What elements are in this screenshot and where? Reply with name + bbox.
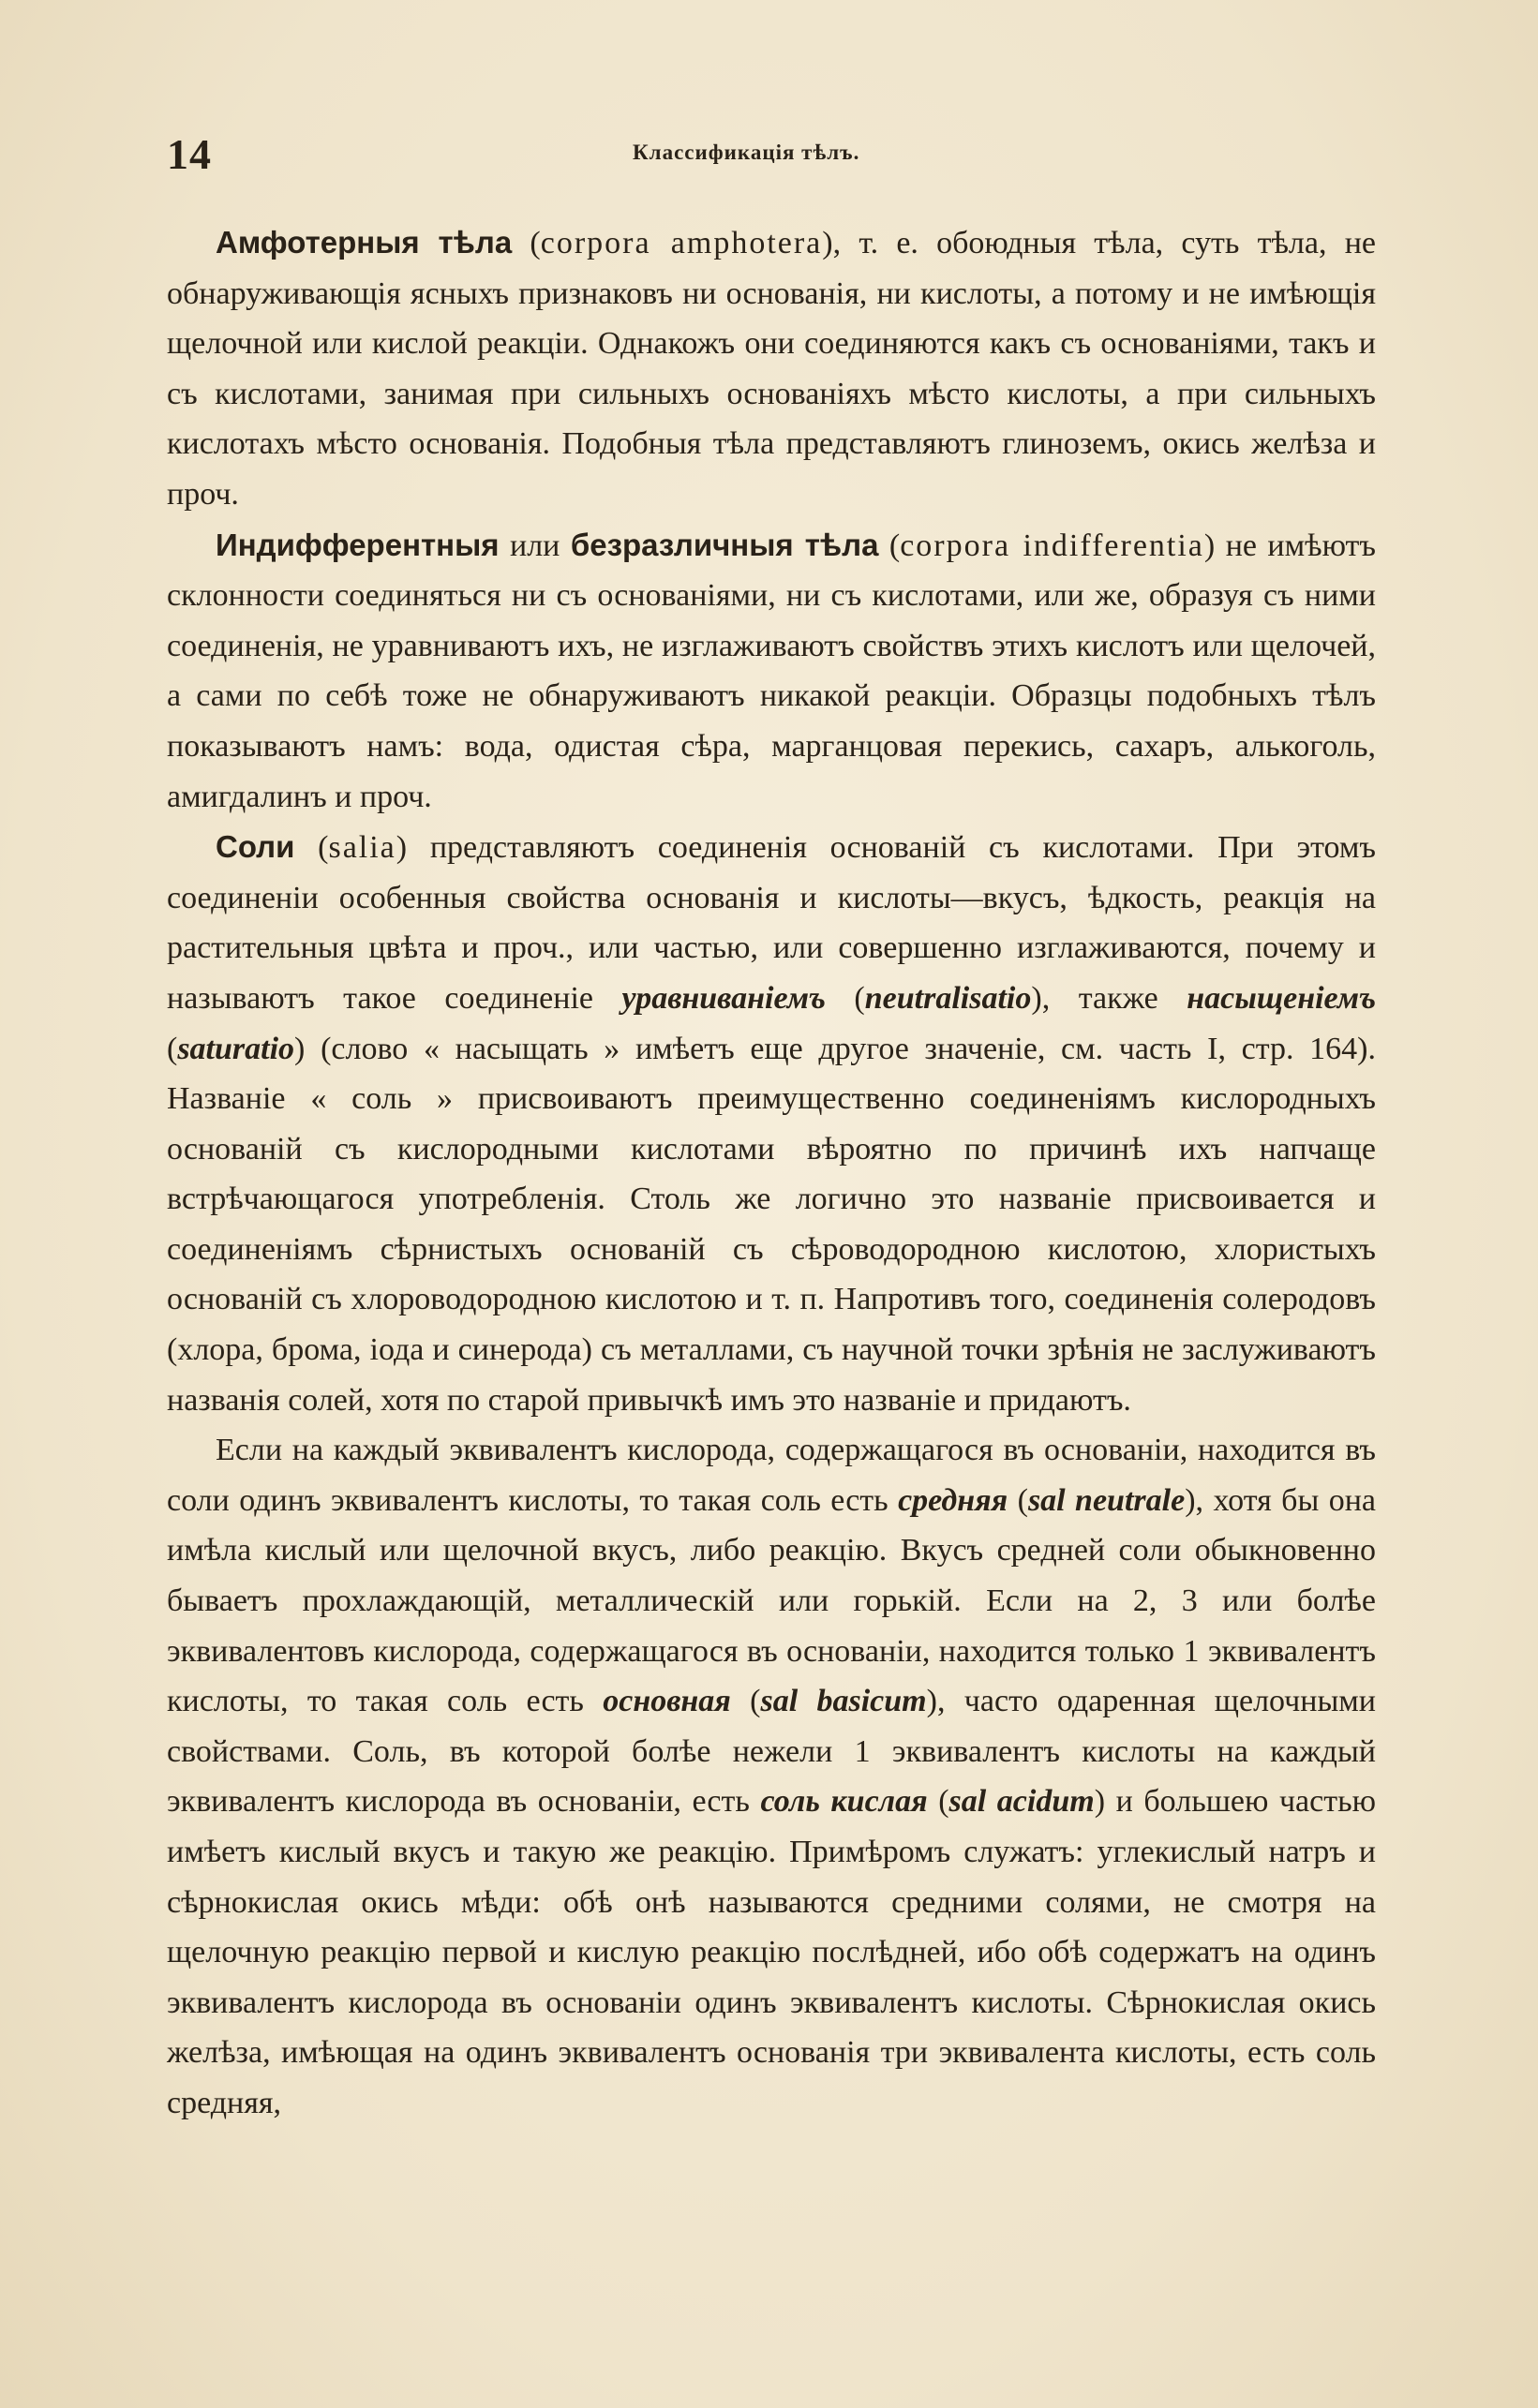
latin-indifferent: corpora indifferentia [900, 528, 1204, 563]
term-amphoteric: Амфотерныя тѣла [216, 225, 513, 260]
latin-saturatio: saturatio [177, 1031, 295, 1066]
latin-neutralisatio: neutralisatio [864, 980, 1032, 1016]
text-types-d: и большею частью имѣетъ кислый вкусъ и такую же реакцію. Примѣромъ служатъ: углекислый натръ и сѣрнокислая окись мѣди: обѣ онѣ называются средними солями, не смотря на щелочную реакцію первой и кислую реакцію послѣдней, ибо обѣ содержатъ на одинъ эквивалентъ кислорода въ основаніи одинъ эквивалентъ кислоты. Сѣрнокислая окись желѣза, имѣющая на одинъ эквивалентъ основанія три эквивалента кислоты, есть соль средняя, [167, 1784, 1376, 2120]
term-neutral: безразличныя тѣла [570, 527, 879, 562]
body-text [167, 217, 1376, 2129]
em-basic-salt: основная [603, 1684, 731, 1719]
text-salts-a: представляютъ соединенія основаній съ кислотами. При этомъ соединеніи особенныя свойства основанія и кислоты—вкусъ, ѣдкость, реакція на растительныя цвѣта и проч., или частью, или совершенно изглаживаются, почему и называютъ такое соединеніе [167, 830, 1376, 1016]
text-types-b: , хотя бы она имѣла кислый или щелочной вкусъ, либо реакцію. Вкусъ средней соли обыкновенно бываетъ прохлаждающій, металлическій или горькій. Если на 2, 3 или болѣе эквивалентовъ кислорода, содержащагося въ основаніи, находится только 1 эквивалентъ кислоты, то такая соль есть [167, 1482, 1377, 1719]
text-salts-b: , также [1041, 980, 1158, 1016]
term-indifferent: Индифферентныя [216, 527, 500, 562]
em-saturation: насыщеніемъ [1187, 980, 1377, 1016]
text-indifferent: не имѣютъ склонности соединяться ни съ основаніями, ни съ кислотами, или же, образуя съ ними соединенія, не уравниваютъ ихъ, не изглаживаютъ свойствъ этихъ кислотъ или щелочей, а сами по себѣ тоже не обнаруживаютъ никакой реакціи. Образцы подобныхъ тѣлъ показываютъ намъ: вода, одистая сѣра, марганцовая перекись, сахаръ, алькоголь, амигдалинъ и проч. [167, 528, 1376, 814]
paragraph-amphoteric: Амфотерныя тѣла (corpora amphotera), т. е. обоюдныя тѣла, суть тѣла, не обнаруживающія ясныхъ признаковъ ни основанія, ни кислоты, а потому и не имѣющія щелочной или кислой реакціи. Однакожъ они соединяются какъ съ основаніями, такъ и съ кислотами, занимая при сильныхъ основаніяхъ мѣсто кислоты, а при сильныхъ кислотахъ мѣсто основанія. Подобныя тѣла представляютъ глиноземъ, окись желѣза и проч. [167, 225, 1376, 512]
connector-or: или [510, 528, 560, 563]
text-salts-c: (слово « насыщать » имѣетъ еще другое значеніе, см. часть I, стр. 164). Названіе « соль » присвоиваютъ преимущественно соединеніямъ кислородныхъ основаній съ кислородными кислотами вѣроятно по причинѣ ихъ напчаще встрѣчающагося употребленія. Столь же логично это названіе присвоивается и соединеніямъ сѣрнистыхъ основаній съ сѣроводородною кислотою, хлористыхъ основаній съ хлороводородною кислотою и т. п. Напротивъ того, соединенія солеродовъ (хлора, брома, іода и синерода) съ металлами, съ научной точки зрѣнія не заслуживаютъ названія солей, хотя по старой привычкѣ имъ это названіе и придаютъ. [167, 1031, 1376, 1418]
latin-salts: salia [328, 830, 396, 866]
text-amphoteric: т. е. обоюдныя тѣла, суть тѣла, не обнаруживающія ясныхъ признаковъ ни основанія, ни кислоты, а потому и не имѣющія щелочной или кислой реакціи. Однакожъ они соединяются какъ съ основаніями, такъ и съ кислотами, занимая при сильныхъ основаніяхъ мѣсто кислоты, а при сильныхъ кислотахъ мѣсто основанія. Подобныя тѣла представляютъ глиноземъ, окись желѣза и проч. [167, 226, 1376, 512]
paragraph-salts: Соли (salia) представляютъ соединенія основаній съ кислотами. При этомъ соединеніи особенныя свойства основанія и кислоты—вкусъ, ѣдкость, реакція на растительныя цвѣта и проч., или частью, или совершенно изглаживаются, почему и называютъ такое соединеніе уравниваніемъ (neutralisatio), также насыщеніемъ (saturatio) (слово « насыщать » имѣетъ еще другое значеніе, см. часть I, стр. 164). Названіе « соль » присвоиваютъ преимущественно соединеніямъ кислородныхъ основаній съ кислородными кислотами вѣроятно по причинѣ ихъ напчаще встрѣчающагося употребленія. Столь же логично это названіе присвоивается и соединеніямъ сѣрнистыхъ основаній съ сѣроводородною кислотою, хлористыхъ основаній съ хлороводородною кислотою и т. п. Напротивъ того, соединенія солеродовъ (хлора, брома, іода и синерода) съ металлами, съ научной точки зрѣнія не заслуживаютъ названія солей, хотя по старой привычкѣ имъ это названіе и придаютъ. [167, 829, 1377, 1418]
page-number: 14 [167, 130, 212, 178]
latin-sal-basicum: sal basicum [760, 1684, 927, 1719]
latin-sal-neutrale: sal neutrale [1027, 1482, 1186, 1518]
em-neutral-salt: средняя [898, 1482, 1008, 1518]
paragraph-salt-types: Если на каждый эквивалентъ кислорода, содержащагося въ основаніи, находится въ соли одинъ эквивалентъ кислоты, то такая соль есть средняя (sal neutrale), хотя бы она имѣла кислый или щелочной вкусъ, либо реакцію. Вкусъ средней соли обыкновенно бываетъ прохлаждающій, металлическій или горькій. Если на 2, 3 или болѣе эквивалентовъ кислорода, содержащагося въ основаніи, находится только 1 эквивалентъ кислоты, то такая соль есть основная (sal basicum), часто одаренная щелочными свойствами. Соль, въ которой болѣе нежели 1 эквивалентъ кислоты на каждый эквивалентъ кислорода въ основаніи, есть соль кислая (sal acidum) и большею частью имѣетъ кислый вкусъ и такую же реакцію. Примѣромъ служатъ: углекислый натръ и сѣрнокислая окись мѣди: обѣ онѣ называются средними солями, не смотря на щелочную реакцію первой и кислую реакцію послѣдней, ибо обѣ содержатъ на одинъ эквивалентъ кислорода въ основаніи одинъ эквивалентъ кислоты. Сѣрнокислая окись желѣза, имѣющая на одинъ эквивалентъ основанія три эквивалента кислоты, есть соль средняя, [167, 1433, 1377, 2120]
text-types-a: Если на каждый эквивалентъ кислорода, содержащагося въ основаніи, находится въ соли одинъ эквивалентъ кислоты, то такая соль есть [167, 1433, 1376, 1518]
latin-sal-acidum: sal acidum [948, 1784, 1095, 1820]
paragraph-indifferent: Индифферентныя или безразличныя тѣла (corpora indifferentia) не имѣютъ склонности соединяться ни съ основаніями, ни съ кислотами, или же, образуя съ ними соединенія, не уравниваютъ ихъ, не изглаживаютъ свойствъ этихъ кислотъ или щелочей, а сами по себѣ тоже не обнаруживаютъ никакой реакціи. Образцы подобныхъ тѣлъ показываютъ намъ: вода, одистая сѣра, марганцовая перекись, сахаръ, алькоголь, амигдалинъ и проч. [167, 527, 1376, 814]
em-acid-salt: соль кислая [760, 1784, 928, 1820]
text-types-c: , часто одаренная щелочными свойствами. Соль, въ которой болѣе нежели 1 эквивалентъ кислоты на каждый эквивалентъ кислорода въ основаніи, есть [167, 1684, 1377, 1820]
em-neutralisation: уравниваніемъ [621, 980, 826, 1016]
running-title: Классификація тѣлъ. [633, 141, 860, 164]
latin-amphoteric: corpora amphotera [540, 226, 823, 260]
term-salts: Соли [216, 829, 295, 865]
